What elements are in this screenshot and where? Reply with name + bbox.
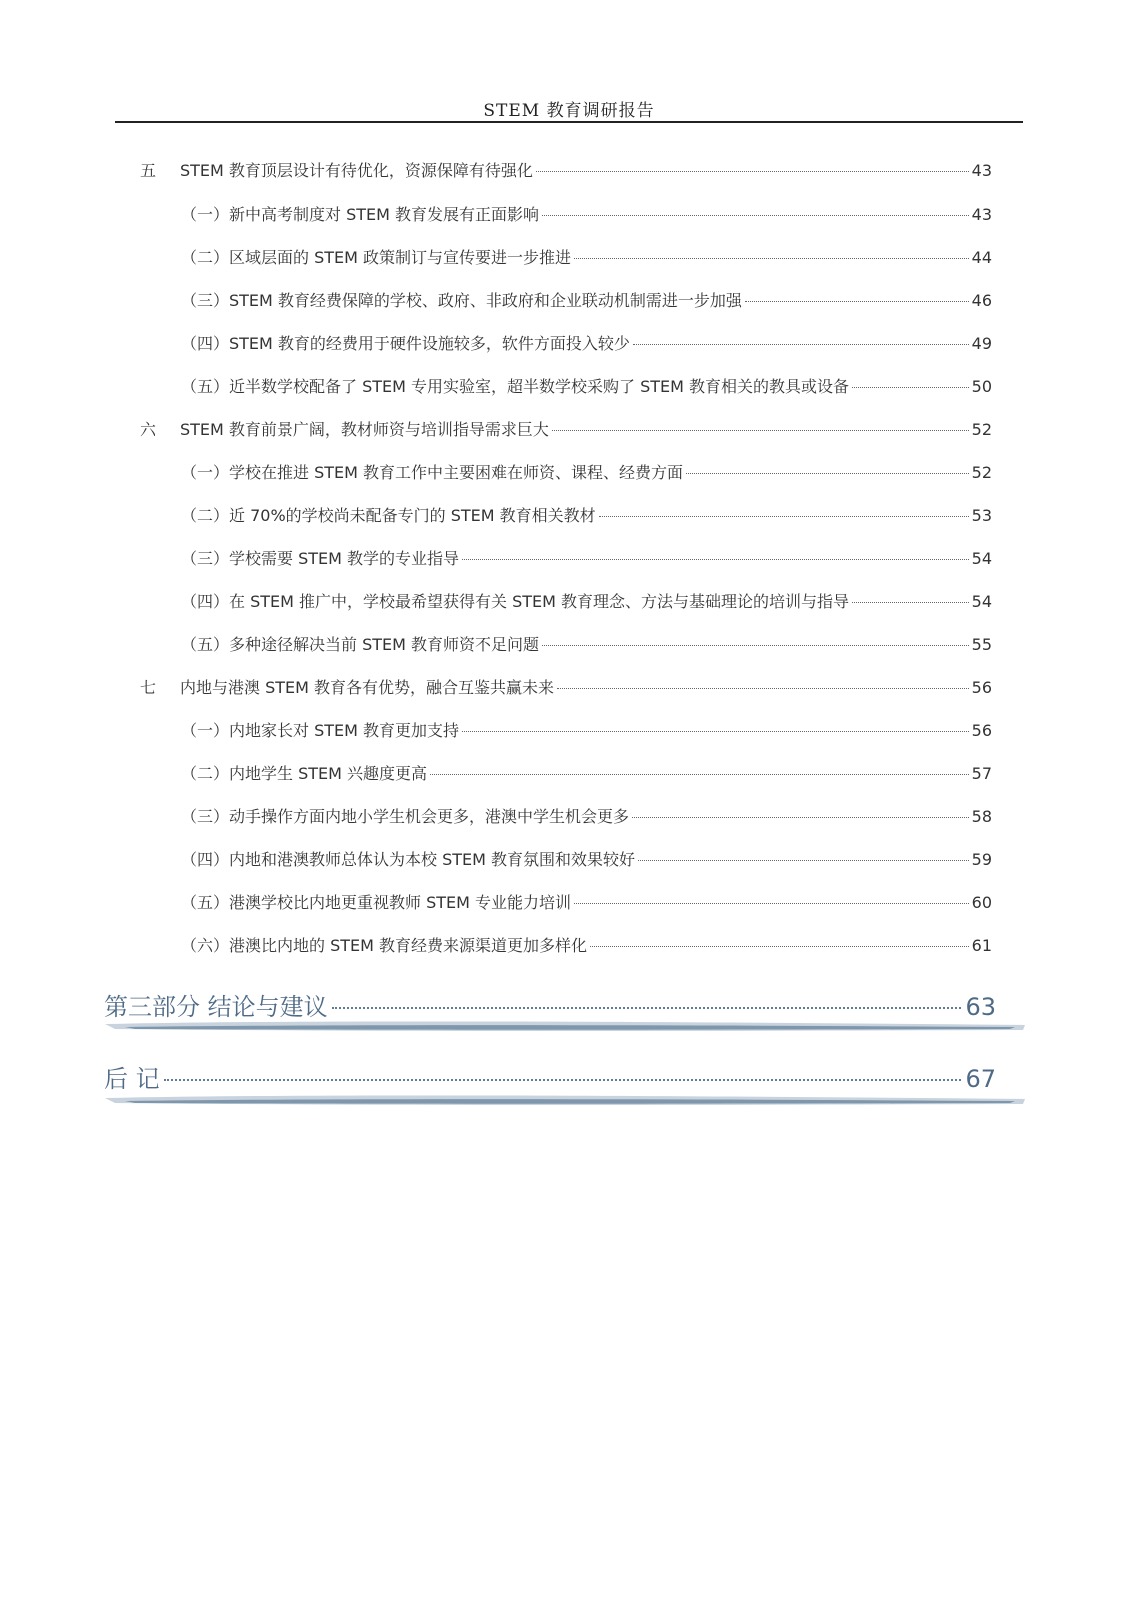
dot-leader [745,301,969,302]
toc-entry[interactable] [181,374,992,397]
toc-entry-title: STEM 教育前景广阔，教材师资与培训指导需求巨大 [180,420,549,439]
toc-entry[interactable] [140,158,992,181]
toc-entry[interactable] [181,503,992,526]
dot-leader [430,774,969,775]
toc-entry-page: 54 [971,592,992,611]
toc-entry-page: 53 [971,506,992,525]
toc-entry-title: 内地与港澳 STEM 教育各有优势，融合互鉴共赢未来 [180,678,555,697]
dot-leader [552,430,969,431]
dot-leader [852,387,969,388]
dot-leader [632,817,969,818]
dot-leader [599,516,969,517]
toc-entry-page: 57 [971,764,992,783]
toc-entry-title: （三）动手操作方面内地小学生机会更多，港澳中学生机会更多 [181,807,630,826]
toc-entry-title: （四）STEM 教育的经费用于硬件设施较多，软件方面投入较少 [181,334,630,353]
dot-leader [638,860,969,861]
running-header: STEM 教育调研报告 [483,101,655,121]
toc-entry[interactable] [181,546,992,569]
toc-entry-page: 52 [971,420,992,439]
toc-entry-title: （三）STEM 教育经费保障的学校、政府、非政府和企业联动机制需进一步加强 [181,291,742,310]
dot-leader [542,215,969,216]
toc-entry-page: 52 [971,463,992,482]
toc-entry[interactable] [181,202,992,225]
toc-entry-number: 七 [140,678,157,697]
toc-entry[interactable] [181,331,992,354]
toc-entry-page: 61 [971,936,992,955]
dot-leader [462,731,969,732]
toc-entry[interactable] [181,933,992,956]
toc-part-page: 63 [965,993,996,1021]
dot-leader [332,1007,962,1009]
toc-entry-number: 五 [140,161,157,180]
toc-entry-title: （四）内地和港澳教师总体认为本校 STEM 教育氛围和效果较好 [181,850,636,869]
toc-entry-title: （三）学校需要 STEM 教学的专业指导 [181,549,460,568]
toc-entry-page: 43 [971,205,992,224]
dot-leader [852,602,969,603]
toc-entry-title: （一）学校在推进 STEM 教育工作中主要困难在师资、课程、经费方面 [181,463,684,482]
toc-part-title: 第三部分 结论与建议 [104,993,328,1021]
toc-entry-number: 六 [140,420,157,439]
toc-entry-title: （二）区域层面的 STEM 政策制订与宣传要进一步推进 [181,248,572,267]
decorative-swoosh [105,1018,1025,1034]
toc-entry[interactable] [181,460,992,483]
dot-leader [686,473,969,474]
dot-leader [462,559,969,560]
toc-entry-page: 60 [971,893,992,912]
toc-entry[interactable] [181,245,992,268]
toc-entry[interactable] [181,718,992,741]
toc-part-title: 后 记 [104,1065,160,1093]
toc-entry-title: （五）近半数学校配备了 STEM 专用实验室，超半数学校采购了 STEM 教育相关的教具或设备 [181,377,850,396]
toc-entry-page: 56 [971,678,992,697]
toc-entry-title: （六）港澳比内地的 STEM 教育经费来源渠道更加多样化 [181,936,588,955]
toc-entry[interactable] [181,632,992,655]
toc-entry-page: 58 [971,807,992,826]
toc-entry[interactable] [181,761,992,784]
toc-entry-page: 56 [971,721,992,740]
header-rule [115,121,1023,123]
toc-entry-page: 43 [971,161,992,180]
toc-entry[interactable] [181,847,992,870]
toc-entry-title: （五）多种途径解决当前 STEM 教育师资不足问题 [181,635,540,654]
toc-entry-title: （一）新中高考制度对 STEM 教育发展有正面影响 [181,205,540,224]
toc-part-entry[interactable] [104,987,996,1022]
dot-leader [574,258,969,259]
toc-entry-title: （二）近 70%的学校尚未配备专门的 STEM 教育相关教材 [181,506,596,525]
toc-entry[interactable] [140,675,992,698]
dot-leader [542,645,969,646]
toc-entry-page: 59 [971,850,992,869]
dot-leader [164,1079,962,1081]
toc-entry-page: 49 [971,334,992,353]
toc-entry[interactable] [140,417,992,440]
toc-entry-page: 46 [971,291,992,310]
toc-entry-title: STEM 教育顶层设计有待优化，资源保障有待强化 [180,161,533,180]
toc-entry-page: 55 [971,635,992,654]
toc-entry-title: （一）内地家长对 STEM 教育更加支持 [181,721,460,740]
toc-part-entry[interactable] [104,1059,996,1094]
toc-entry-page: 44 [971,248,992,267]
dot-leader [633,344,969,345]
toc-entry-page: 54 [971,549,992,568]
toc-part-page: 67 [965,1065,996,1093]
toc-entry-page: 50 [971,377,992,396]
toc-entry[interactable] [181,804,992,827]
toc-entry[interactable] [181,890,992,913]
dot-leader [590,946,969,947]
dot-leader [557,688,969,689]
toc-entry-title: （二）内地学生 STEM 兴趣度更高 [181,764,428,783]
toc-entry-title: （四）在 STEM 推广中，学校最希望获得有关 STEM 教育理念、方法与基础理论的培训与指导 [181,592,850,611]
toc-entry[interactable] [181,288,992,311]
toc-entry-title: （五）港澳学校比内地更重视教师 STEM 专业能力培训 [181,893,572,912]
dot-leader [536,171,969,172]
dot-leader [574,903,969,904]
toc-entry[interactable] [181,589,992,612]
decorative-swoosh [105,1092,1025,1108]
